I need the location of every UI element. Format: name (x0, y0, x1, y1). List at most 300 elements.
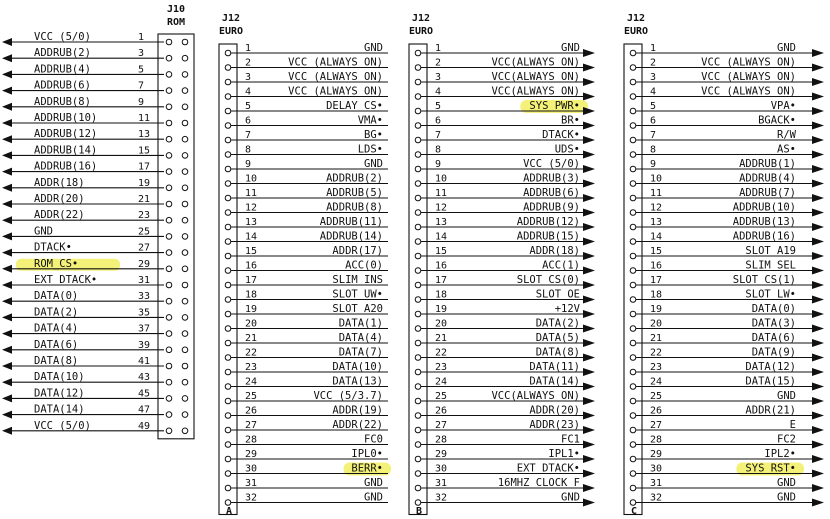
j12-b-pin-label: VCC(ALWAYS ON) (491, 71, 580, 83)
j12-b-pin-label: ADDR(20) (529, 404, 580, 417)
j12-b-pin-row (415, 187, 595, 202)
j12-a-pin (225, 210, 231, 216)
j12-a-pin-label: ADDRUB(14) (319, 230, 383, 243)
j10-pin-odd (166, 315, 172, 321)
j12-b-arrow-right-icon (583, 310, 595, 318)
j12-c-pin-row (630, 100, 824, 115)
j12-b-pin-row (415, 274, 595, 289)
j12-a-pin (225, 253, 231, 259)
j12-b-pin-number: 11 (435, 188, 448, 199)
j10-pin-odd (166, 428, 172, 434)
j12-a-row-letter: A (225, 506, 233, 517)
j10-pin-even (182, 315, 188, 321)
j10-pin-row (2, 387, 188, 402)
j10-pin-label: ADDRUB(10) (34, 112, 98, 124)
j12-b-pin-row (415, 434, 595, 449)
j12-a-pin (225, 442, 231, 448)
j12-b-pin-label: BR• (561, 114, 580, 127)
j12-b-arrow-right-icon (583, 122, 595, 130)
j12-b-arrow-right-icon (583, 107, 595, 115)
j12-b-pin-number: 14 (435, 231, 448, 243)
j12-c-pin (630, 442, 636, 448)
j12-a-pin-row (225, 477, 388, 491)
j12-c-pin (630, 253, 636, 259)
j12-b-pin-label: DATA(8) (535, 346, 580, 359)
j10-pin-even (182, 39, 188, 45)
j10-pin-number: 5 (138, 64, 145, 76)
j12-c-pin-label: VCC (ALWAYS ON) (701, 85, 796, 98)
j12-b-arrow-right-icon (583, 78, 595, 86)
j12-c-pin-number: 22 (650, 347, 663, 359)
j12-a-pin-label: ADDR(22) (332, 419, 383, 431)
j12-a-pin-label: GND (364, 491, 383, 504)
j12-a-pin-row (225, 318, 388, 332)
j12-c-pin-label: SLOT_LW• (745, 288, 796, 301)
j12-a-pin-label: DATA(4) (338, 332, 383, 344)
j12-c-pin-label: VCC (ALWAYS ON) (701, 56, 796, 69)
j12-b-arrow-right-icon (583, 339, 595, 347)
j12-a-pin-row (225, 303, 388, 317)
j12-c-pin-number: 18 (650, 289, 663, 301)
j12-a-pin-label: VCC (ALWAYS ON) (288, 56, 383, 69)
j10-pin-number: 21 (138, 194, 151, 205)
j12-b-pin-number: 7 (435, 130, 442, 141)
j12-a-pin-row (225, 129, 388, 143)
j10-pin-number: 43 (138, 372, 151, 384)
j12-b-arrow-right-icon (583, 93, 595, 101)
j10-pin-even (182, 266, 188, 272)
j10-pin-number: 17 (138, 161, 151, 173)
j12-c-pin (630, 239, 636, 245)
j12-c-pin (630, 427, 636, 433)
j12-a-pin-number: 30 (245, 463, 258, 475)
j12-c-pin (630, 282, 636, 288)
j12-b-pin-row (415, 303, 595, 318)
j12-c-pin-number: 7 (650, 130, 657, 141)
j10-pin-even (182, 396, 188, 402)
j12-c-pin (630, 65, 636, 71)
j12-b-arrow-right-icon (583, 383, 595, 391)
j12-c-pin-row (630, 332, 824, 347)
j12-a-pin-number: 6 (245, 115, 252, 127)
j12-b-pin (415, 500, 421, 506)
j12-c-arrow-right-icon (812, 49, 824, 57)
j10-pin-even (182, 347, 188, 353)
j10-pin-odd (166, 266, 172, 272)
j10-pin-label: ADDRUB(12) (34, 128, 98, 141)
j12-c-pin-label: DATA(9) (751, 346, 796, 359)
j12-c-pin-label: DATA(0) (751, 303, 796, 315)
j12-a-pin (225, 65, 231, 71)
j12-b-pin-row (415, 173, 595, 188)
j12-a-pin-row (225, 42, 388, 56)
j12-c-pin-number: 14 (650, 231, 663, 243)
j10-pin-number: 35 (138, 307, 151, 319)
j12-a-pin-row (225, 100, 388, 114)
j12-c-pin (630, 398, 636, 404)
j12-a-pin-row (225, 173, 388, 187)
j12-a-pin-number: 16 (245, 260, 258, 272)
j12-b-pin-label: VCC(ALWAYS ON) (491, 85, 580, 98)
j12-c-pin-label: SYS_RST• (745, 462, 796, 475)
j12-a-pin-number: 25 (245, 391, 258, 402)
j12-a-pin (225, 181, 231, 187)
j12-c-arrow-right-icon (812, 107, 824, 115)
j10-rom-connector (2, 4, 194, 439)
j10-pin-even (182, 120, 188, 126)
j12-a-pin-number: 14 (245, 231, 258, 243)
j12-c-pin-row (630, 216, 824, 231)
j12-b-pin (415, 253, 421, 259)
j12-c-pin-label: ADDRUB(16) (732, 230, 796, 243)
j12-c-pin-number: 3 (650, 72, 657, 83)
j12-b-row-letter: B (415, 506, 423, 517)
j12-c-pin-row (630, 144, 824, 159)
j12-a-pin (225, 224, 231, 230)
j10-pin-label: ADDRUB(4) (34, 63, 91, 76)
j12-b-pin-number: 17 (435, 275, 448, 286)
j12-b-pin (415, 340, 421, 346)
j12-b-pin (415, 384, 421, 390)
j10-pin-even (182, 88, 188, 94)
j10-pin-number: 11 (138, 113, 151, 124)
j12-b-arrow-right-icon (583, 252, 595, 260)
j10-pin-number: 27 (138, 242, 151, 254)
j10-pin-number: 9 (138, 96, 145, 108)
j12-a-pin (225, 427, 231, 433)
j12-c-pin-row (630, 158, 824, 173)
j12-b-pin-label: DATA(14) (529, 375, 580, 388)
j12-a-pin-row (225, 187, 388, 201)
j10-pin-number: 7 (138, 80, 145, 92)
j12-c-pin-row (630, 245, 824, 260)
j12-a-pin-number: 19 (245, 304, 258, 315)
j12-c-pin-number: 24 (650, 376, 663, 388)
j12-b-pin-number: 13 (435, 217, 448, 228)
j12-c-pin-number: 30 (650, 463, 663, 475)
j10-arrow-left-icon (2, 265, 12, 273)
j12-a-pin (225, 94, 231, 100)
j12-c-pin-row (630, 376, 824, 391)
j12-a-pin-label: ADDRUB(8) (326, 201, 383, 214)
j10-pin-label: DATA(2) (34, 306, 79, 319)
j12-b-pin (415, 442, 421, 448)
j12-c-pin-row (630, 347, 824, 362)
j10-pin-odd (166, 169, 172, 175)
j12-c-pin-row (630, 419, 824, 434)
j12-a-pin-label: VCC (ALWAYS ON) (288, 85, 383, 98)
j12-c-pin-label: DATA(15) (745, 375, 796, 388)
j12-b-pin-row (415, 361, 595, 376)
j12-c-pin-row (630, 289, 824, 304)
j12-c-pin-label: ADDR(21) (745, 404, 796, 417)
j12-a-pin-row (225, 158, 388, 172)
j12-c-pin-row (630, 202, 824, 217)
j10-pin-odd (166, 234, 172, 240)
j12-b-pin-number: 1 (435, 43, 442, 54)
j12-a-pin (225, 355, 231, 361)
j12-b-pin-number: 32 (435, 492, 448, 504)
j12-b-pin-number: 16 (435, 260, 448, 272)
j12-a-pin (225, 297, 231, 303)
j12-c-pin (630, 369, 636, 375)
j12-c-arrow-right-icon (812, 296, 824, 304)
j12-c-pin (630, 210, 636, 216)
j10-arrow-left-icon (2, 216, 12, 224)
j10-pin-label: ADDR(22) (34, 209, 85, 222)
j12-a-pin-row (225, 144, 388, 158)
j12-b-pin (415, 166, 421, 172)
j12-c-pin-number: 23 (650, 362, 663, 373)
j10-pin-label: DATA(0) (34, 290, 79, 303)
j12-a-title: J12 (221, 13, 241, 24)
j10-title: J10 (166, 4, 186, 15)
j12-b-pin-label: VCC(ALWAYS ON) (491, 390, 580, 402)
j10-pin-odd (166, 104, 172, 110)
j10-pin-row (2, 323, 188, 338)
j12-a-pin-row (225, 463, 391, 477)
j12-b-pin-number: 4 (435, 86, 442, 98)
j10-pin-number: 49 (138, 420, 151, 432)
j10-pin-label: VCC (5/0) (34, 419, 91, 432)
j12-a-pin-number: 23 (245, 362, 258, 373)
j12-a-pin-number: 10 (245, 173, 258, 185)
j10-pin-number: 13 (138, 129, 151, 141)
j12-c-pin (630, 224, 636, 230)
j12-a-pin-number: 24 (245, 376, 258, 388)
j10-pin-even (182, 379, 188, 385)
j12-b-pin-number: 27 (435, 420, 448, 431)
j10-arrow-left-icon (2, 70, 12, 78)
j12-a-pin-row (225, 419, 388, 433)
j12-euro-row-a (219, 13, 391, 517)
j12-c-arrow-right-icon (812, 397, 824, 405)
j10-pin-odd (166, 379, 172, 385)
j12-c-pin-row (630, 274, 824, 289)
j12-b-pin-row (415, 318, 595, 333)
j10-pin-odd (166, 201, 172, 207)
j10-pin-number: 39 (138, 339, 151, 351)
j12-a-pin-row (225, 492, 388, 506)
j12-b-pin-row (415, 245, 595, 260)
j12-a-pin-label: FC0 (364, 433, 383, 446)
j12-a-pin-label: DATA(13) (332, 375, 383, 388)
j12-c-pin-number: 29 (650, 449, 663, 460)
j12-c-arrow-right-icon (812, 339, 824, 347)
j12-b-pin-number: 20 (435, 318, 448, 330)
j12-c-pin-number: 15 (650, 246, 663, 257)
j10-pin-number: 15 (138, 145, 151, 157)
j12-b-pin-row (415, 332, 595, 347)
j12-b-pin (415, 79, 421, 85)
j12-b-pin-number: 28 (435, 434, 448, 446)
j12-c-pin-label: GND (777, 42, 796, 54)
j12-c-pin-number: 32 (650, 492, 663, 504)
j10-pin-number: 23 (138, 210, 151, 222)
j12-b-pin-label: DATA(2) (535, 317, 580, 330)
j12-b-pin-label: ACC(1) (542, 259, 580, 272)
j12-c-pin-row (630, 129, 824, 144)
j10-pin-label: DATA(6) (34, 338, 79, 351)
j12-c-pin (630, 137, 636, 143)
j12-c-pin-label: ADDRUB(1) (739, 158, 796, 170)
j12-b-arrow-right-icon (583, 64, 595, 72)
j12-b-pin-row (415, 100, 595, 115)
j12-c-pin-label: ADDRUB(10) (732, 201, 796, 214)
j12-c-pin-row (630, 463, 824, 478)
j10-pin-odd (166, 363, 172, 369)
j10-pin-row (2, 225, 188, 240)
j12-b-pin-label: DATA(11) (529, 361, 580, 373)
j12-b-pin-label: ADDRUB(15) (516, 230, 580, 243)
j10-pin-row (2, 258, 188, 273)
j12-c-pin (630, 413, 636, 419)
j12-c-pin-row (630, 405, 824, 420)
j12-a-pin (225, 50, 231, 56)
j12-b-arrow-right-icon (583, 49, 595, 57)
j12-b-pin-label: GND (561, 491, 580, 504)
j10-pin-label: DATA(14) (34, 403, 85, 416)
j12-c-pin-number: 5 (650, 101, 657, 112)
j10-arrow-left-icon (2, 330, 12, 338)
j12-a-pin-row (225, 390, 388, 404)
j10-pin-label: DATA(10) (34, 371, 85, 384)
j10-arrow-left-icon (2, 103, 12, 111)
j12-b-arrow-right-icon (583, 267, 595, 275)
j10-pin-row (2, 161, 188, 176)
j12-a-pin-row (225, 57, 388, 71)
j10-pin-label: ADDRUB(14) (34, 144, 98, 157)
j12-c-pin-row (630, 260, 824, 275)
j12-b-pin-number: 15 (435, 246, 448, 257)
j10-pin-row (2, 306, 188, 321)
j12-a-pin-number: 22 (245, 347, 258, 359)
j10-pin-row (2, 355, 188, 370)
j12-b-pin-row (415, 390, 595, 405)
j12-a-pin-number: 21 (245, 333, 258, 344)
j12-c-pin-label: SLOT_CS(1) (732, 274, 796, 286)
j12-a-pin-number: 15 (245, 246, 258, 257)
j10-pin-number: 3 (138, 48, 145, 60)
j12-a-pin-row (225, 332, 388, 346)
j12-c-pin (630, 326, 636, 332)
j12-a-pin-row (225, 231, 388, 245)
j10-pin-label: VCC (5/0) (34, 31, 91, 43)
j12-b-pin-number: 26 (435, 405, 448, 417)
j12-a-pin-number: 28 (245, 434, 258, 446)
j12-c-pin (630, 471, 636, 477)
j12-c-pin-row (630, 173, 824, 188)
j12-c-pin-number: 31 (650, 478, 663, 489)
j10-arrow-left-icon (2, 135, 12, 143)
j12-c-pin-label: GND (777, 390, 796, 402)
j10-arrow-left-icon (2, 38, 12, 46)
j10-pin-row (2, 242, 188, 257)
j12-b-arrow-right-icon (583, 368, 595, 376)
j12-b-pin-number: 6 (435, 115, 442, 127)
j10-arrow-left-icon (2, 378, 12, 386)
j12-b-pin-row (415, 419, 595, 434)
j12-b-pin (415, 471, 421, 477)
j12-a-pin (225, 268, 231, 274)
j12-a-pin-number: 29 (245, 449, 258, 460)
j10-pin-row (2, 404, 188, 419)
j12-b-pin-row (415, 144, 595, 159)
j10-pin-even (182, 169, 188, 175)
j12-b-pin-label: ADDRUB(6) (523, 187, 580, 199)
j12-a-pin-number: 18 (245, 289, 258, 301)
j12-b-pin-label: ADDRUB(12) (516, 216, 580, 228)
j12-a-pin (225, 123, 231, 129)
j12-a-pin-row (225, 434, 388, 448)
j10-pin-label: ADDRUB(6) (34, 79, 91, 92)
j12-a-pin-number: 9 (245, 159, 252, 170)
j12-c-pin-number: 10 (650, 173, 663, 185)
j12-a-pin (225, 413, 231, 419)
j12-a-pin-number: 11 (245, 188, 258, 199)
j10-arrow-left-icon (2, 394, 12, 402)
j12-c-pin-label: SLOT_A19 (745, 245, 796, 257)
j10-pin-label: ADDR(20) (34, 193, 85, 205)
j12-b-arrow-right-icon (583, 441, 595, 449)
j12-a-pin-label: GND (364, 477, 383, 489)
j12-c-arrow-right-icon (812, 441, 824, 449)
j12-a-pin (225, 398, 231, 404)
j12-c-pin-number: 4 (650, 86, 657, 98)
j12-c-pin (630, 268, 636, 274)
j12-a-pin-number: 17 (245, 275, 258, 286)
j10-pin-row (2, 420, 188, 435)
j12-a-pin-number: 4 (245, 86, 252, 98)
j10-pin-number: 25 (138, 226, 151, 238)
j10-arrow-left-icon (2, 346, 12, 354)
j12-c-pin-label: R/W (777, 129, 796, 141)
j10-pin-even (182, 282, 188, 288)
j12-c-pin-number: 27 (650, 420, 663, 431)
j10-pin-row (2, 63, 188, 78)
j10-pin-odd (166, 185, 172, 191)
j12-c-pin (630, 355, 636, 361)
j12-c-arrow-right-icon (812, 78, 824, 86)
j12-a-pin (225, 239, 231, 245)
j12-c-pin (630, 79, 636, 85)
j12-c-pin-row (630, 231, 824, 246)
j10-pin-row (2, 144, 188, 159)
j12-b-pin-row (415, 492, 595, 507)
j12-a-pin-number: 32 (245, 492, 258, 504)
j12-b-pin (415, 369, 421, 375)
j12-b-arrow-right-icon (583, 296, 595, 304)
j10-pin-row (2, 290, 188, 305)
j12-c-pin-row (630, 318, 824, 333)
j12-c-arrow-right-icon (812, 122, 824, 130)
j10-pin-even (182, 136, 188, 142)
j12-b-pin-row (415, 71, 595, 86)
j12-b-pin-row (415, 158, 595, 173)
j12-a-pin-label: DATA(10) (332, 361, 383, 373)
j12-c-pin-label: VPA• (770, 100, 796, 112)
j12-a-pin-row (225, 115, 388, 129)
j12-b-arrow-right-icon (583, 455, 595, 463)
j12-b-pin-label: ADDR(18) (529, 245, 580, 257)
j12-b-arrow-right-icon (583, 223, 595, 231)
j12-c-arrow-right-icon (812, 325, 824, 333)
j12-b-pin-number: 23 (435, 362, 448, 373)
j12-a-pin (225, 500, 231, 506)
j12-a-pin-number: 2 (245, 57, 252, 69)
j12-b-arrow-right-icon (583, 470, 595, 478)
j12-c-pin-label: ADDRUB(4) (739, 172, 796, 185)
